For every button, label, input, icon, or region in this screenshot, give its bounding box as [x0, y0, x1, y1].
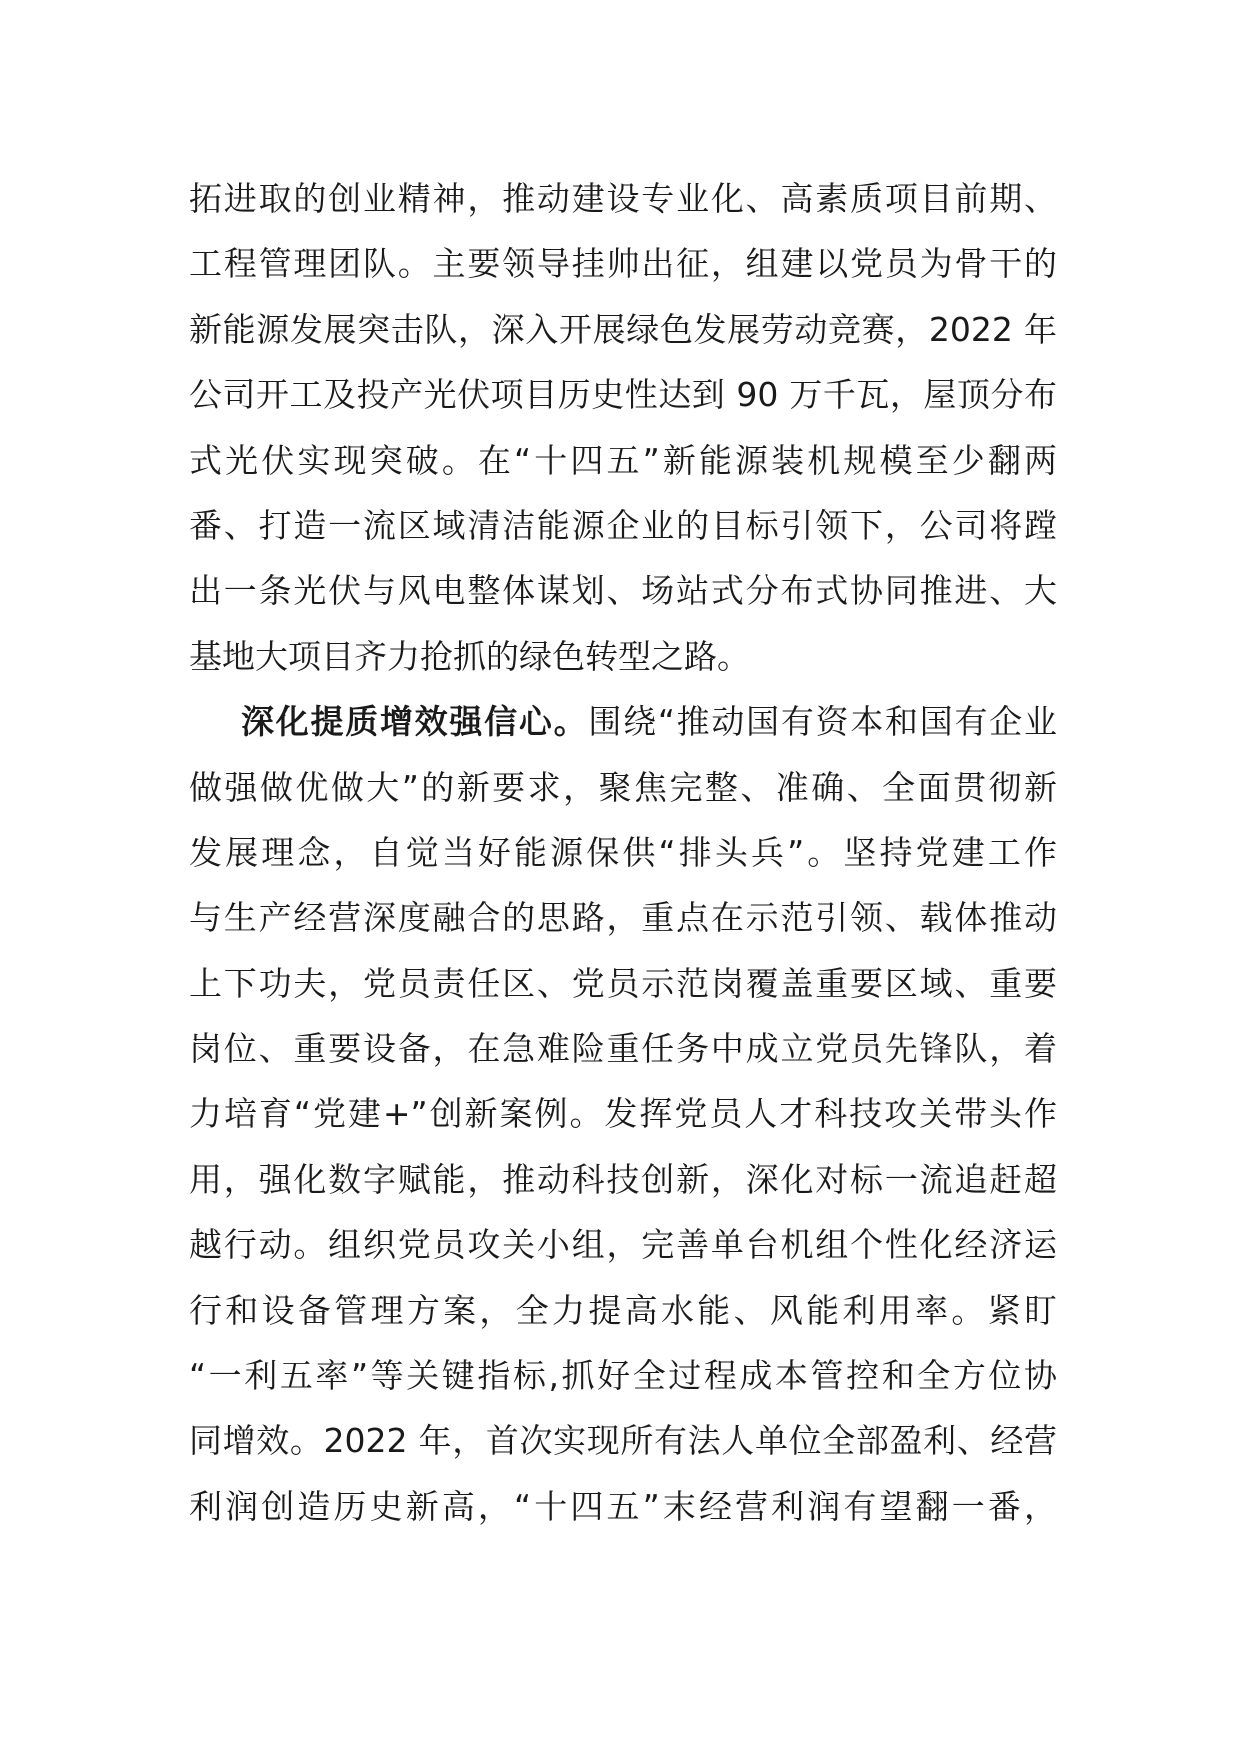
text-line: 做强做优做大”的新要求，聚焦完整、准确、全面贯彻新 [189, 767, 1057, 807]
text-line: 出一条光伏与风电整体谋划、场站式分布式协同推进、大 [189, 571, 1057, 611]
text-line: 式光伏实现突破。在“十四五”新能源装机规模至少翻两 [189, 440, 1057, 480]
text-line: 利润创造历史新高，“十四五”末经营利润有望翻一番， [189, 1486, 1057, 1526]
text-line: 拓进取的创业精神，推动建设专业化、高素质项目前期、 [189, 179, 1057, 218]
text-line: 用，强化数字赋能，推动科技创新，深化对标一流追赶超 [189, 1159, 1057, 1199]
paragraph-1 [189, 166, 1057, 689]
text-line-rest: 围绕“推动国有资本和国有企业 [588, 702, 1057, 742]
text-line: 行和设备管理方案，全力提高水能、风能利用率。紧盯 [189, 1290, 1057, 1330]
text-line: 上下功夫，党员责任区、党员示范岗覆盖重要区域、重要 [189, 963, 1057, 1003]
text-line: 与生产经营深度融合的思路，重点在示范引领、载体推动 [189, 898, 1057, 938]
text-line: 力培育“党建+”创新案例。发挥党员人才科技攻关带头作 [189, 1094, 1057, 1134]
text-line: 岗位、重要设备，在急难险重任务中成立党员先锋队，着 [189, 1029, 1057, 1069]
text-line: 工程管理团队。主要领导挂帅出征，组建以党员为骨干的 [189, 244, 1057, 284]
text-line: 新能源发展突击队，深入开展绿色发展劳动竞赛，2022 年 [189, 309, 1057, 349]
paragraph-2 [189, 689, 1057, 1539]
text-line: 同增效。2022 年，首次实现所有法人单位全部盈利、经营 [189, 1421, 1057, 1461]
text-line: 番、打造一流区域清洁能源企业的目标引领下，公司将蹚 [189, 505, 1057, 545]
text-line: 基地大项目齐力抢抓的绿色转型之路。 [189, 636, 750, 676]
paragraph-lead-heading: 深化提质增效强信心。 [241, 702, 589, 742]
text-line: “一利五率”等关键指标,抓好全过程成本管控和全方位协 [189, 1356, 1057, 1396]
text-line: 越行动。组织党员攻关小组，完善单台机组个性化经济运 [189, 1225, 1057, 1265]
body-text [189, 166, 1057, 1539]
text-line: 公司开工及投产光伏项目历史性达到 90 万千瓦，屋顶分布 [189, 375, 1057, 415]
text-line: 发展理念，自觉当好能源保供“排头兵”。坚持党建工作 [189, 832, 1057, 872]
text-line-first [189, 689, 1057, 754]
